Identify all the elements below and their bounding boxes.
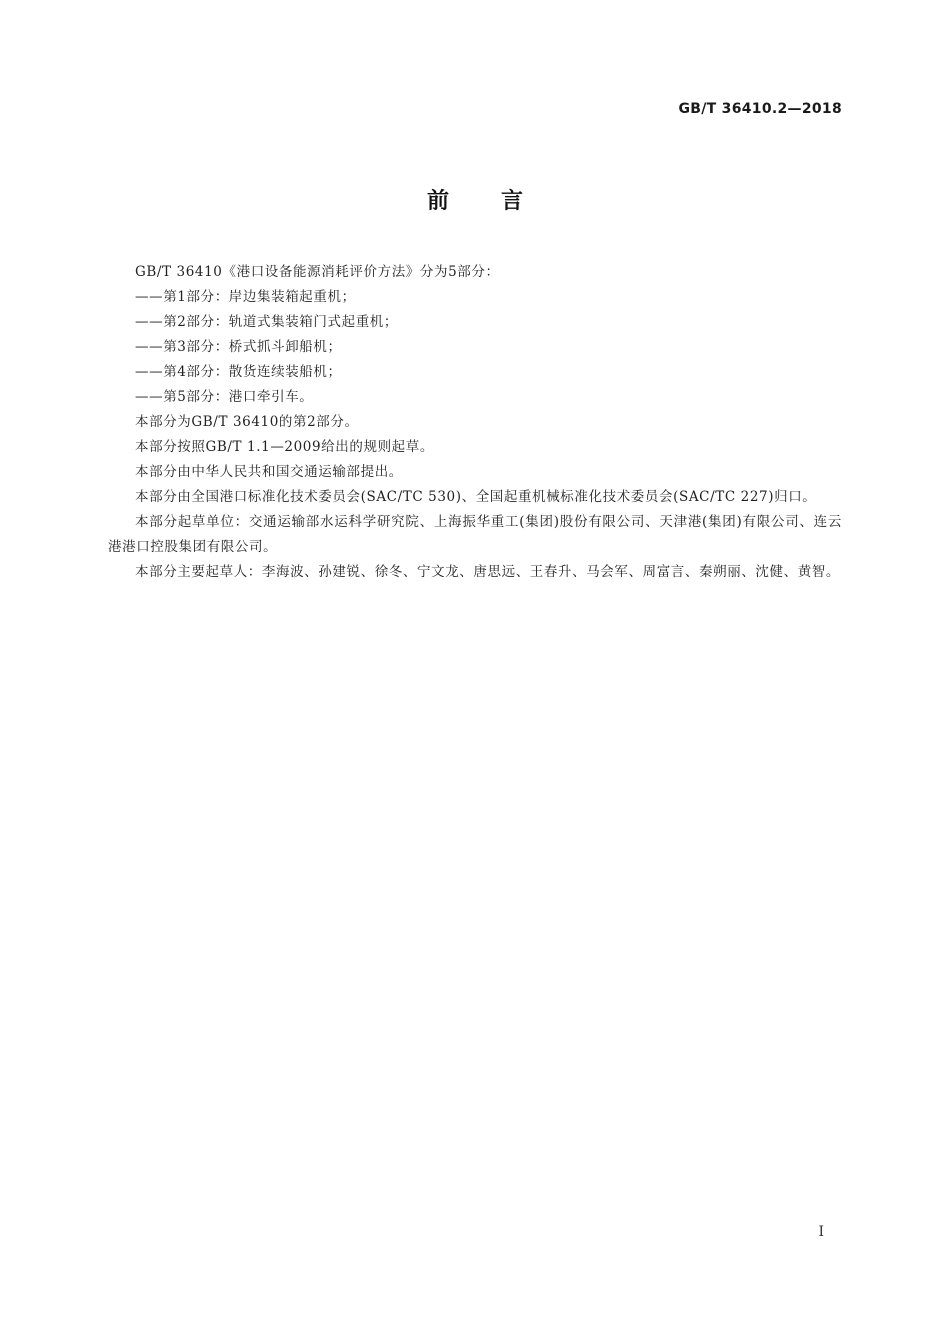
page-title: 前言 <box>426 189 575 214</box>
part-list-item: ——第2部分：轨道式集装箱门式起重机； <box>135 314 398 330</box>
body-paragraph: 本部分由全国港口标准化技术委员会(SAC/TC 530)、全国起重机械标准化技术委员会(SAC/TC 227)归口。 <box>135 489 817 505</box>
foreword-content <box>108 260 842 585</box>
intro-paragraph: GB/T 36410《港口设备能源消耗评价方法》分为5部分： <box>135 264 500 280</box>
part-list-item: ——第3部分：桥式抓斗卸船机； <box>135 339 342 355</box>
body-paragraph: 本部分为GB/T 36410的第2部分。 <box>135 414 359 430</box>
standard-code: GB/T 36410.2—2018 <box>678 101 842 117</box>
body-paragraph: 本部分按照GB/T 1.1—2009给出的规则起草。 <box>135 439 434 455</box>
part-list-item: ——第5部分：港口牵引车。 <box>135 389 314 405</box>
body-paragraph: 本部分主要起草人：李海波、孙建锐、徐冬、宁文龙、唐思远、王春升、马会军、周富言、秦朔丽、沈健、黄智。 <box>135 564 840 580</box>
body-paragraph: 本部分由中华人民共和国交通运输部提出。 <box>135 464 403 480</box>
page-number: I <box>818 1224 824 1240</box>
part-list-item: ——第4部分：散货连续装船机； <box>135 364 342 380</box>
body-paragraph: 本部分起草单位：交通运输部水运科学研究院、上海振华重工(集团)股份有限公司、天津港(集团)有限公司、连云港港口控股集团有限公司。 <box>108 514 842 555</box>
part-list-item: ——第1部分：岸边集装箱起重机； <box>135 289 356 305</box>
